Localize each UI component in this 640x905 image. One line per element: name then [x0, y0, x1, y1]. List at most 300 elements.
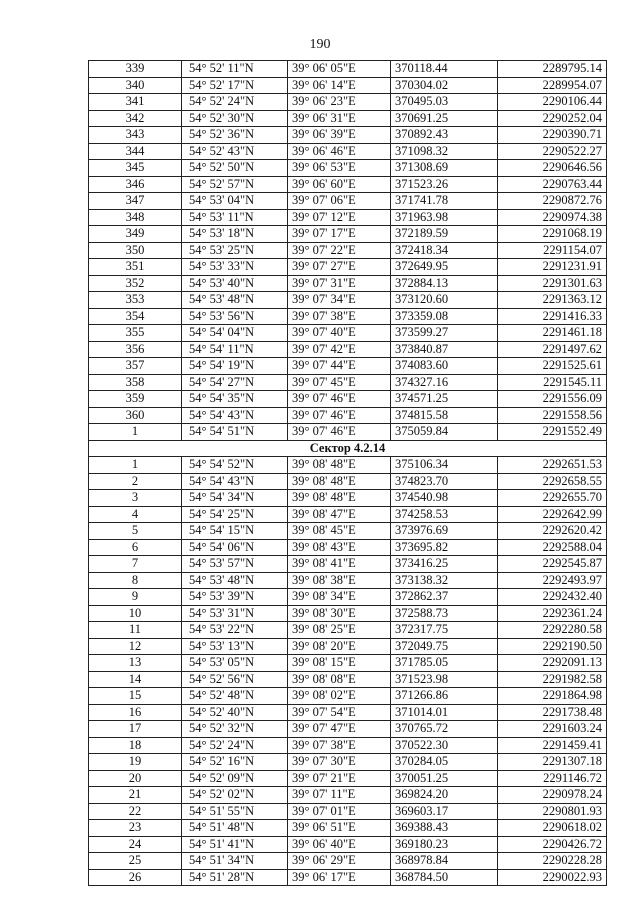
longitude-cell: 39° 08' 43"E	[288, 539, 391, 556]
x-coordinate-cell: 371741.78	[391, 193, 498, 210]
point-number-cell: 348	[89, 209, 182, 226]
point-number-cell: 26	[89, 869, 182, 886]
latitude-cell: 54° 52' 32"N	[182, 721, 288, 738]
latitude-cell: 54° 53' 56"N	[182, 308, 288, 325]
x-coordinate-cell: 372649.95	[391, 259, 498, 276]
x-coordinate-cell: 374540.98	[391, 490, 498, 507]
point-number-cell: 20	[89, 770, 182, 787]
y-coordinate-cell: 2291301.63	[498, 275, 607, 292]
longitude-cell: 39° 07' 54"E	[288, 704, 391, 721]
y-coordinate-cell: 2291231.91	[498, 259, 607, 276]
y-coordinate-cell: 2292432.40	[498, 589, 607, 606]
latitude-cell: 54° 51' 48"N	[182, 820, 288, 837]
longitude-cell: 39° 07' 38"E	[288, 737, 391, 754]
y-coordinate-cell: 2292642.99	[498, 506, 607, 523]
latitude-cell: 54° 52' 24"N	[182, 94, 288, 111]
x-coordinate-cell: 370691.25	[391, 110, 498, 127]
x-coordinate-cell: 372884.13	[391, 275, 498, 292]
y-coordinate-cell: 2291864.98	[498, 688, 607, 705]
longitude-cell: 39° 07' 46"E	[288, 407, 391, 424]
x-coordinate-cell: 373416.25	[391, 556, 498, 573]
x-coordinate-cell: 373976.69	[391, 523, 498, 540]
table-body-before	[89, 61, 607, 441]
x-coordinate-cell: 371266.86	[391, 688, 498, 705]
point-number-cell: 339	[89, 61, 182, 78]
table-row	[89, 374, 607, 391]
point-number-cell: 13	[89, 655, 182, 672]
y-coordinate-cell: 2290974.38	[498, 209, 607, 226]
point-number-cell: 357	[89, 358, 182, 375]
longitude-cell: 39° 06' 17"E	[288, 869, 391, 886]
longitude-cell: 39° 07' 40"E	[288, 325, 391, 342]
longitude-cell: 39° 06' 14"E	[288, 77, 391, 94]
point-number-cell: 352	[89, 275, 182, 292]
table-row	[89, 308, 607, 325]
table-row	[89, 490, 607, 507]
longitude-cell: 39° 07' 27"E	[288, 259, 391, 276]
table-row	[89, 754, 607, 771]
section-title: Сектор 4.2.14	[89, 440, 607, 457]
latitude-cell: 54° 52' 16"N	[182, 754, 288, 771]
latitude-cell: 54° 52' 50"N	[182, 160, 288, 177]
y-coordinate-cell: 2292280.58	[498, 622, 607, 639]
latitude-cell: 54° 54' 34"N	[182, 490, 288, 507]
x-coordinate-cell: 372588.73	[391, 605, 498, 622]
point-number-cell: 343	[89, 127, 182, 144]
y-coordinate-cell: 2291497.62	[498, 341, 607, 358]
x-coordinate-cell: 374327.16	[391, 374, 498, 391]
longitude-cell: 39° 08' 02"E	[288, 688, 391, 705]
x-coordinate-cell: 370118.44	[391, 61, 498, 78]
table-row	[89, 407, 607, 424]
longitude-cell: 39° 06' 31"E	[288, 110, 391, 127]
table-row	[89, 869, 607, 886]
latitude-cell: 54° 52' 40"N	[182, 704, 288, 721]
y-coordinate-cell: 2290228.28	[498, 853, 607, 870]
point-number-cell: 360	[89, 407, 182, 424]
table-row	[89, 770, 607, 787]
y-coordinate-cell: 2292493.97	[498, 572, 607, 589]
y-coordinate-cell: 2291525.61	[498, 358, 607, 375]
y-coordinate-cell: 2292361.24	[498, 605, 607, 622]
table-row	[89, 655, 607, 672]
point-number-cell: 351	[89, 259, 182, 276]
y-coordinate-cell: 2290022.93	[498, 869, 607, 886]
table-row	[89, 242, 607, 259]
latitude-cell: 54° 53' 48"N	[182, 292, 288, 309]
point-number-cell: 345	[89, 160, 182, 177]
table-row	[89, 853, 607, 870]
latitude-cell: 54° 54' 43"N	[182, 407, 288, 424]
y-coordinate-cell: 2291545.11	[498, 374, 607, 391]
table-row	[89, 836, 607, 853]
x-coordinate-cell: 374083.60	[391, 358, 498, 375]
x-coordinate-cell: 371523.26	[391, 176, 498, 193]
longitude-cell: 39° 07' 06"E	[288, 193, 391, 210]
longitude-cell: 39° 08' 48"E	[288, 490, 391, 507]
x-coordinate-cell: 371308.69	[391, 160, 498, 177]
point-number-cell: 9	[89, 589, 182, 606]
point-number-cell: 2	[89, 473, 182, 490]
longitude-cell: 39° 08' 08"E	[288, 671, 391, 688]
longitude-cell: 39° 06' 05"E	[288, 61, 391, 78]
table-body-after	[89, 457, 607, 886]
latitude-cell: 54° 53' 39"N	[182, 589, 288, 606]
latitude-cell: 54° 52' 48"N	[182, 688, 288, 705]
latitude-cell: 54° 51' 41"N	[182, 836, 288, 853]
latitude-cell: 54° 53' 22"N	[182, 622, 288, 639]
table-row	[89, 77, 607, 94]
table-row	[89, 671, 607, 688]
latitude-cell: 54° 51' 28"N	[182, 869, 288, 886]
y-coordinate-cell: 2292588.04	[498, 539, 607, 556]
y-coordinate-cell: 2291552.49	[498, 424, 607, 441]
point-number-cell: 8	[89, 572, 182, 589]
point-number-cell: 347	[89, 193, 182, 210]
point-number-cell: 23	[89, 820, 182, 837]
longitude-cell: 39° 07' 01"E	[288, 803, 391, 820]
table-row	[89, 341, 607, 358]
y-coordinate-cell: 2291154.07	[498, 242, 607, 259]
latitude-cell: 54° 52' 57"N	[182, 176, 288, 193]
latitude-cell: 54° 54' 52"N	[182, 457, 288, 474]
y-coordinate-cell: 2291068.19	[498, 226, 607, 243]
longitude-cell: 39° 08' 20"E	[288, 638, 391, 655]
longitude-cell: 39° 08' 48"E	[288, 457, 391, 474]
point-number-cell: 21	[89, 787, 182, 804]
point-number-cell: 340	[89, 77, 182, 94]
longitude-cell: 39° 06' 51"E	[288, 820, 391, 837]
longitude-cell: 39° 07' 46"E	[288, 424, 391, 441]
latitude-cell: 54° 52' 02"N	[182, 787, 288, 804]
latitude-cell: 54° 52' 43"N	[182, 143, 288, 160]
longitude-cell: 39° 07' 22"E	[288, 242, 391, 259]
latitude-cell: 54° 53' 33"N	[182, 259, 288, 276]
x-coordinate-cell: 371098.32	[391, 143, 498, 160]
latitude-cell: 54° 53' 05"N	[182, 655, 288, 672]
latitude-cell: 54° 52' 09"N	[182, 770, 288, 787]
y-coordinate-cell: 2290426.72	[498, 836, 607, 853]
point-number-cell: 24	[89, 836, 182, 853]
y-coordinate-cell: 2290106.44	[498, 94, 607, 111]
longitude-cell: 39° 07' 11"E	[288, 787, 391, 804]
latitude-cell: 54° 53' 13"N	[182, 638, 288, 655]
table-row	[89, 820, 607, 837]
y-coordinate-cell: 2290872.76	[498, 193, 607, 210]
x-coordinate-cell: 373359.08	[391, 308, 498, 325]
y-coordinate-cell: 2291461.18	[498, 325, 607, 342]
point-number-cell: 11	[89, 622, 182, 639]
y-coordinate-cell: 2290390.71	[498, 127, 607, 144]
table-row	[89, 605, 607, 622]
table-row	[89, 193, 607, 210]
longitude-cell: 39° 07' 34"E	[288, 292, 391, 309]
x-coordinate-cell: 374823.70	[391, 473, 498, 490]
longitude-cell: 39° 06' 46"E	[288, 143, 391, 160]
table-row	[89, 688, 607, 705]
x-coordinate-cell: 374571.25	[391, 391, 498, 408]
x-coordinate-cell: 374258.53	[391, 506, 498, 523]
table-row	[89, 572, 607, 589]
point-number-cell: 353	[89, 292, 182, 309]
y-coordinate-cell: 2290646.56	[498, 160, 607, 177]
longitude-cell: 39° 07' 45"E	[288, 374, 391, 391]
longitude-cell: 39° 07' 47"E	[288, 721, 391, 738]
point-number-cell: 350	[89, 242, 182, 259]
longitude-cell: 39° 06' 53"E	[288, 160, 391, 177]
point-number-cell: 18	[89, 737, 182, 754]
table-row	[89, 638, 607, 655]
latitude-cell: 54° 52' 11"N	[182, 61, 288, 78]
table-row	[89, 457, 607, 474]
point-number-cell: 19	[89, 754, 182, 771]
longitude-cell: 39° 08' 47"E	[288, 506, 391, 523]
longitude-cell: 39° 08' 30"E	[288, 605, 391, 622]
point-number-cell: 346	[89, 176, 182, 193]
x-coordinate-cell: 370522.30	[391, 737, 498, 754]
y-coordinate-cell: 2290801.93	[498, 803, 607, 820]
longitude-cell: 39° 08' 34"E	[288, 589, 391, 606]
table-row	[89, 424, 607, 441]
x-coordinate-cell: 370892.43	[391, 127, 498, 144]
table-row	[89, 160, 607, 177]
x-coordinate-cell: 370284.05	[391, 754, 498, 771]
table-row	[89, 94, 607, 111]
latitude-cell: 54° 53' 25"N	[182, 242, 288, 259]
longitude-cell: 39° 07' 44"E	[288, 358, 391, 375]
point-number-cell: 10	[89, 605, 182, 622]
y-coordinate-cell: 2291307.18	[498, 754, 607, 771]
table-row	[89, 622, 607, 639]
table-row	[89, 704, 607, 721]
longitude-cell: 39° 08' 41"E	[288, 556, 391, 573]
longitude-cell: 39° 06' 23"E	[288, 94, 391, 111]
y-coordinate-cell: 2292651.53	[498, 457, 607, 474]
x-coordinate-cell: 371963.98	[391, 209, 498, 226]
point-number-cell: 359	[89, 391, 182, 408]
x-coordinate-cell: 371785.05	[391, 655, 498, 672]
section-header-group	[89, 440, 607, 457]
latitude-cell: 54° 52' 17"N	[182, 77, 288, 94]
y-coordinate-cell: 2289795.14	[498, 61, 607, 78]
longitude-cell: 39° 06' 29"E	[288, 853, 391, 870]
latitude-cell: 54° 51' 55"N	[182, 803, 288, 820]
x-coordinate-cell: 375106.34	[391, 457, 498, 474]
latitude-cell: 54° 53' 40"N	[182, 275, 288, 292]
point-number-cell: 358	[89, 374, 182, 391]
point-number-cell: 356	[89, 341, 182, 358]
y-coordinate-cell: 2290252.04	[498, 110, 607, 127]
point-number-cell: 15	[89, 688, 182, 705]
table-row	[89, 259, 607, 276]
point-number-cell: 344	[89, 143, 182, 160]
latitude-cell: 54° 53' 18"N	[182, 226, 288, 243]
page-number: 190	[309, 37, 331, 52]
latitude-cell: 54° 54' 11"N	[182, 341, 288, 358]
longitude-cell: 39° 08' 48"E	[288, 473, 391, 490]
point-number-cell: 17	[89, 721, 182, 738]
x-coordinate-cell: 372317.75	[391, 622, 498, 639]
point-number-cell: 22	[89, 803, 182, 820]
x-coordinate-cell: 370304.02	[391, 77, 498, 94]
latitude-cell: 54° 53' 11"N	[182, 209, 288, 226]
point-number-cell: 349	[89, 226, 182, 243]
longitude-cell: 39° 07' 38"E	[288, 308, 391, 325]
coordinates-table	[88, 60, 607, 886]
latitude-cell: 54° 52' 30"N	[182, 110, 288, 127]
table-row	[89, 209, 607, 226]
longitude-cell: 39° 08' 38"E	[288, 572, 391, 589]
longitude-cell: 39° 07' 30"E	[288, 754, 391, 771]
table-row	[89, 143, 607, 160]
table-row	[89, 787, 607, 804]
table-row	[89, 803, 607, 820]
latitude-cell: 54° 54' 15"N	[182, 523, 288, 540]
latitude-cell: 54° 54' 25"N	[182, 506, 288, 523]
point-number-cell: 342	[89, 110, 182, 127]
x-coordinate-cell: 368978.84	[391, 853, 498, 870]
y-coordinate-cell: 2291558.56	[498, 407, 607, 424]
latitude-cell: 54° 52' 56"N	[182, 671, 288, 688]
point-number-cell: 16	[89, 704, 182, 721]
longitude-cell: 39° 06' 39"E	[288, 127, 391, 144]
y-coordinate-cell: 2290978.24	[498, 787, 607, 804]
table-row	[89, 358, 607, 375]
table-row	[89, 275, 607, 292]
section-header-row	[89, 440, 607, 457]
x-coordinate-cell: 373120.60	[391, 292, 498, 309]
table-row	[89, 589, 607, 606]
latitude-cell: 54° 53' 31"N	[182, 605, 288, 622]
latitude-cell: 54° 53' 04"N	[182, 193, 288, 210]
point-number-cell: 1	[89, 457, 182, 474]
longitude-cell: 39° 07' 12"E	[288, 209, 391, 226]
table-row	[89, 721, 607, 738]
latitude-cell: 54° 54' 19"N	[182, 358, 288, 375]
table-row	[89, 556, 607, 573]
latitude-cell: 54° 53' 48"N	[182, 572, 288, 589]
y-coordinate-cell: 2291738.48	[498, 704, 607, 721]
table-row	[89, 110, 607, 127]
table-row	[89, 61, 607, 78]
x-coordinate-cell: 372862.37	[391, 589, 498, 606]
latitude-cell: 54° 52' 36"N	[182, 127, 288, 144]
point-number-cell: 4	[89, 506, 182, 523]
table-row	[89, 506, 607, 523]
table-row	[89, 325, 607, 342]
point-number-cell: 1	[89, 424, 182, 441]
x-coordinate-cell: 370765.72	[391, 721, 498, 738]
y-coordinate-cell: 2291603.24	[498, 721, 607, 738]
latitude-cell: 54° 54' 43"N	[182, 473, 288, 490]
x-coordinate-cell: 373695.82	[391, 539, 498, 556]
table-row	[89, 176, 607, 193]
longitude-cell: 39° 06' 40"E	[288, 836, 391, 853]
longitude-cell: 39° 07' 42"E	[288, 341, 391, 358]
y-coordinate-cell: 2291556.09	[498, 391, 607, 408]
latitude-cell: 54° 53' 57"N	[182, 556, 288, 573]
x-coordinate-cell: 371014.01	[391, 704, 498, 721]
x-coordinate-cell: 369603.17	[391, 803, 498, 820]
table-row	[89, 539, 607, 556]
y-coordinate-cell: 2292620.42	[498, 523, 607, 540]
point-number-cell: 341	[89, 94, 182, 111]
latitude-cell: 54° 52' 24"N	[182, 737, 288, 754]
y-coordinate-cell: 2291459.41	[498, 737, 607, 754]
point-number-cell: 5	[89, 523, 182, 540]
point-number-cell: 354	[89, 308, 182, 325]
point-number-cell: 3	[89, 490, 182, 507]
x-coordinate-cell: 369388.43	[391, 820, 498, 837]
x-coordinate-cell: 369824.20	[391, 787, 498, 804]
x-coordinate-cell: 368784.50	[391, 869, 498, 886]
point-number-cell: 25	[89, 853, 182, 870]
table-row	[89, 127, 607, 144]
longitude-cell: 39° 06' 60"E	[288, 176, 391, 193]
x-coordinate-cell: 369180.23	[391, 836, 498, 853]
y-coordinate-cell: 2292190.50	[498, 638, 607, 655]
longitude-cell: 39° 07' 46"E	[288, 391, 391, 408]
longitude-cell: 39° 08' 45"E	[288, 523, 391, 540]
longitude-cell: 39° 07' 17"E	[288, 226, 391, 243]
table-row	[89, 226, 607, 243]
x-coordinate-cell: 372189.59	[391, 226, 498, 243]
x-coordinate-cell: 375059.84	[391, 424, 498, 441]
latitude-cell: 54° 54' 35"N	[182, 391, 288, 408]
x-coordinate-cell: 370495.03	[391, 94, 498, 111]
table-row	[89, 391, 607, 408]
point-number-cell: 12	[89, 638, 182, 655]
latitude-cell: 54° 54' 06"N	[182, 539, 288, 556]
x-coordinate-cell: 373599.27	[391, 325, 498, 342]
x-coordinate-cell: 373138.32	[391, 572, 498, 589]
table-row	[89, 523, 607, 540]
longitude-cell: 39° 07' 31"E	[288, 275, 391, 292]
y-coordinate-cell: 2291982.58	[498, 671, 607, 688]
y-coordinate-cell: 2292655.70	[498, 490, 607, 507]
point-number-cell: 14	[89, 671, 182, 688]
point-number-cell: 6	[89, 539, 182, 556]
longitude-cell: 39° 08' 15"E	[288, 655, 391, 672]
point-number-cell: 7	[89, 556, 182, 573]
y-coordinate-cell: 2290763.44	[498, 176, 607, 193]
table-row	[89, 292, 607, 309]
latitude-cell: 54° 54' 51"N	[182, 424, 288, 441]
y-coordinate-cell: 2289954.07	[498, 77, 607, 94]
latitude-cell: 54° 54' 04"N	[182, 325, 288, 342]
y-coordinate-cell: 2290618.02	[498, 820, 607, 837]
table-row	[89, 473, 607, 490]
y-coordinate-cell: 2291146.72	[498, 770, 607, 787]
x-coordinate-cell: 374815.58	[391, 407, 498, 424]
y-coordinate-cell: 2292658.55	[498, 473, 607, 490]
latitude-cell: 54° 54' 27"N	[182, 374, 288, 391]
x-coordinate-cell: 373840.87	[391, 341, 498, 358]
longitude-cell: 39° 07' 21"E	[288, 770, 391, 787]
table-row	[89, 737, 607, 754]
x-coordinate-cell: 372049.75	[391, 638, 498, 655]
latitude-cell: 54° 51' 34"N	[182, 853, 288, 870]
y-coordinate-cell: 2292545.87	[498, 556, 607, 573]
y-coordinate-cell: 2291363.12	[498, 292, 607, 309]
y-coordinate-cell: 2290522.27	[498, 143, 607, 160]
x-coordinate-cell: 372418.34	[391, 242, 498, 259]
y-coordinate-cell: 2292091.13	[498, 655, 607, 672]
x-coordinate-cell: 371523.98	[391, 671, 498, 688]
longitude-cell: 39° 08' 25"E	[288, 622, 391, 639]
point-number-cell: 355	[89, 325, 182, 342]
x-coordinate-cell: 370051.25	[391, 770, 498, 787]
